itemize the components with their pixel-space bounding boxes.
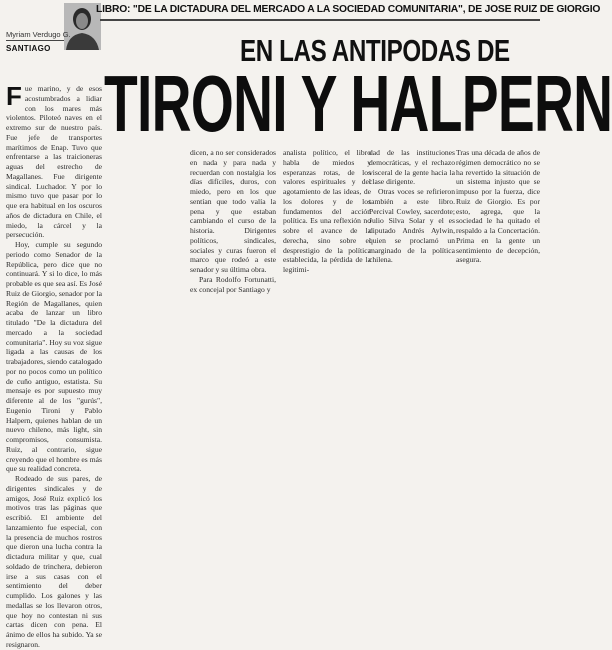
byline-rule [6, 40, 64, 41]
column-4 [369, 148, 455, 588]
paragraph: Otras voces se refirieron también a este libro. Percival Cowley, sacerdote; Julio Silva Solar y el es diputado Andrés Aylwin, quien se proclamó un marginado de la política chilena. [369, 187, 455, 265]
dateline: SANTIAGO [6, 44, 51, 53]
column-3 [283, 148, 371, 588]
paragraph: dicen, a no ser considerados en nada y para nada y recuerdan con nostalgia los días difíciles, duros, con miedo, pero en los que sentían que todo valía la pena y que estaban cambiando el curso de la historia. Dirigentes políticos, sindicales, sociales y curas fueron el marco que rodeó a este senador y su última obra. [190, 148, 276, 274]
paragraph: Para Rodolfo Fortunatti, ex concejal por Santiago y [190, 274, 276, 294]
paragraph-text: ue marino, y de esos acostumbrados a lidiar con los mares más violentos. Piloteó naves en el extremo sur de nuestro país. Fue jefe de transportes marítimos de Enap. Tuvo que enfrentarse a las traicioneras aguas del estrecho de Magallanes. Fue dirigente sindical. Luchador. Y por lo mismo tuvo que pasar por lo que era habitual en los oscuros años de dictadura en Chile, el miedo, la cárcel y la persecución. [6, 84, 102, 240]
column-2 [190, 148, 276, 588]
paragraph [6, 81, 102, 240]
top-rule [100, 19, 540, 21]
column-1 [6, 81, 102, 649]
column-5 [456, 148, 540, 588]
paragraph: Tras una década de años de régimen democrático no se ha revertido la situación de un sistema injusto que se impuso por la fuerza, dice Ruiz de Giorgio. Es por esto, agrega, que la sociedad le ha quitado el respaldo a la Concertación. Prima en la gente un sentimiento de decepción, asegura. [456, 148, 540, 265]
headline-line-2: TIRONI Y HALPERN [104, 59, 612, 148]
paragraph: Hoy, cumple su segundo periodo como Senador de la República, pero dice que no continuará. Y si lo dice, lo más probable es que sea así. Es José Ruiz de Giorgio, senador por la Región de Magallanes, quien acaba de lanzar un libro titulado "De la dictadura del mercado a la sociedad comunitaria". Hoy su voz sigue ligada a las causas de los trabajadores, siendo catalogado por no pocos como un político de cuño antiguo, estatista. Su mensaje es por supuesto muy diferente al de los "gurús", Eugenio Tironi y Pablo Halpern, quienes hablan de un nuevo chileno, más light, sin compromisos, consumista. Ruiz, al contrario, sigue creyendo que el hombre es más que su realidad concreta. [6, 240, 102, 474]
paragraph: analista político, el libro habla de miedos y esperanzas rotas, de los valores espirituales y del agotamiento de las ideas, de los dolores y de los fundamentos del acción política. Es una reflexión no sobre el avance de la derecha, sino sobre el desprestigio de la política establecida, la pérdida de la legitimi- [283, 148, 371, 274]
paragraph: dad de las instituciones democráticas, y el rechazo visceral de la gente hacia la clase dirigente. [369, 148, 455, 187]
book-title-bar: LIBRO: "DE LA DICTADURA DEL MERCADO A LA SOCIEDAD COMUNITARIA", DE JOSE RUIZ DE GIORGIO [96, 4, 601, 15]
drop-cap: F [6, 81, 22, 111]
author-byline: Myriam Verdugo G. [6, 30, 71, 39]
paragraph: Rodeado de sus pares, de dirigentes sindicales y de amigos, José Ruiz explicó los motivos tras las páginas que escribió. El ambiente del lanzamiento fue especial, con la presencia de muchos rostros que dieron una lucha contra la dictadura militar y que, cual soldado de trinchera, debieron irse a sus casas con el sentimiento del deber cumplido. Los galones y las medallas se los llevaron otros, que hoy no contestan ni sus cartas dicen con pena. El ánimo de ellos ha subido. Ya se resignaron. [6, 474, 102, 649]
headline-line-1: EN LAS ANTIPODAS DE [240, 33, 510, 68]
